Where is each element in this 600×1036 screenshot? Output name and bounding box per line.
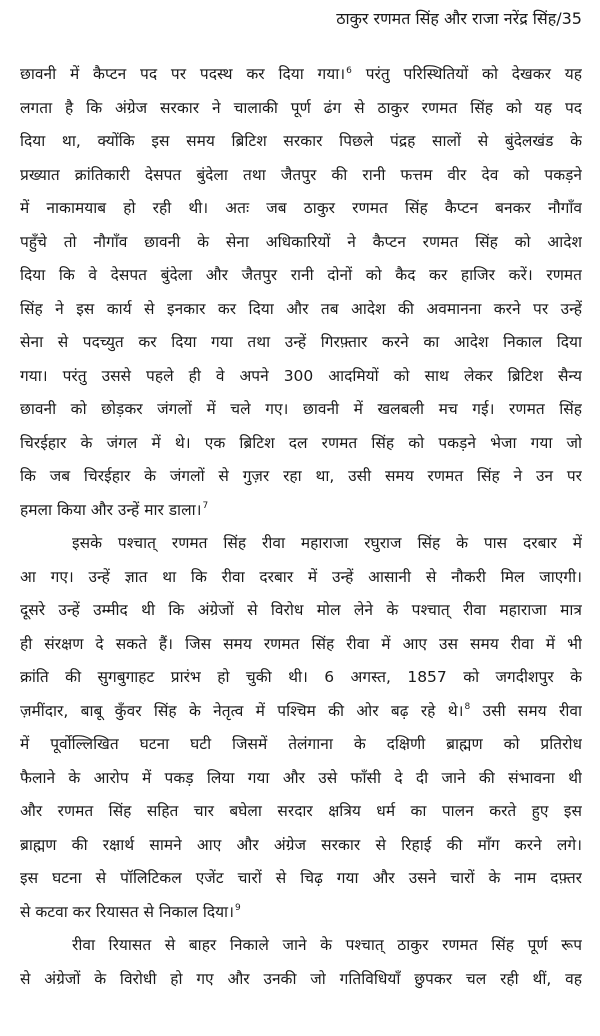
body-text: [20, 58, 582, 996]
footnote-marker: 8: [464, 702, 471, 713]
line-text: ज़मींदार, बाबू कुँवर सिंह के नेतृत्व में पश्चिम की ओर बढ़ रहे थे।: [20, 701, 464, 720]
line-text: दिया कि वे देसपत बुंदेला और जैतपुर रानी दोनों को कैद कर हाजिर करें। रणमत: [20, 266, 582, 284]
text-line: [20, 92, 582, 126]
text-line: [20, 494, 582, 528]
paragraph: [20, 929, 582, 996]
text-line: [20, 896, 582, 930]
line-text: से अंग्रेजों के विरोधी हो गए और उनकी जो गतिविधियाँ छुपकर चल रही थीं, वह: [20, 969, 582, 988]
text-line: [20, 58, 582, 92]
text-line: [20, 929, 582, 963]
text-line: [20, 326, 582, 360]
line-text: इस घटना से पॉलिटिकल एजेंट चारों से चिढ़ गया और उसने चारों के नाम दफ़्तर: [20, 869, 582, 887]
text-line: [20, 393, 582, 427]
text-line: [20, 527, 582, 561]
line-text: ब्राह्मण की रक्षार्थ सामने आए और अंग्रेज सरकार से रिहाई की माँग करने लगे।: [20, 835, 582, 854]
text-line: [20, 594, 582, 628]
text-line: [20, 293, 582, 327]
line-text: ही संरक्षण दे सकते हैं। जिस समय रणमत सिंह रीवा में आए उस समय रीवा में भी: [20, 634, 582, 653]
line-text: दिया था, क्योंकि इस समय ब्रिटिश सरकार पिछले पंद्रह सालों से बुंदेलखंड के: [20, 132, 582, 150]
text-line: [20, 192, 582, 226]
text-line: [20, 661, 582, 695]
line-text: में पूर्वोल्लिखित घटना घटी जिसमें तेलंगाना के दक्षिणी ब्राह्मण को प्रतिरोध: [20, 735, 582, 753]
text-line: [20, 226, 582, 260]
paragraph: [20, 527, 582, 929]
text-line: [20, 159, 582, 193]
line-text: प्रख्यात क्रांतिकारी देसपत बुंदेला तथा जैतपुर की रानी फत्तम वीर देव को पकड़ने: [20, 165, 582, 184]
line-text: चिरईहार के जंगल में थे। एक ब्रिटिश दल रणमत सिंह को पकड़ने भेजा गया जो: [20, 433, 582, 452]
line-text: दूसरे उन्हें उम्मीद थी कि अंग्रेजों से विरोध मोल लेने के पश्चात् रीवा महाराजा मात्र: [20, 601, 582, 619]
footnote-marker: 9: [234, 903, 241, 914]
running-head: ठाकुर रणमत सिंह और राजा नरेंद्र सिंह/35: [336, 9, 582, 28]
line-text: आ गए। उन्हें ज्ञात था कि रीवा दरबार में उन्हें आसानी से नौकरी मिल जाएगी।: [20, 567, 582, 586]
text-line: [20, 628, 582, 662]
text-line: [20, 561, 582, 595]
line-text: छावनी में कैप्टन पद पर पदस्थ कर दिया गया।: [20, 65, 346, 83]
text-line: [20, 259, 582, 293]
line-text: लगता है कि अंग्रेज सरकार ने चालाकी पूर्ण ढंग से ठाकुर रणमत सिंह को यह पद: [20, 98, 582, 117]
paragraph: [20, 58, 582, 527]
line-text: छावनी को छोड़कर जंगलों में चले गए। छावनी में खलबली मच गई। रणमत सिंह: [20, 400, 582, 418]
line-text: में नाकामयाब हो रही थी। अतः जब ठाकुर रणमत सिंह कैप्टन बनकर नौगाँव: [20, 199, 582, 217]
text-line: [20, 695, 582, 729]
text-line: [20, 795, 582, 829]
text-line: [20, 360, 582, 394]
line-text: हमला किया और उन्हें मार डाला।: [20, 500, 202, 519]
line-text: कि जब चिरईहार के जंगलों से गुज़र रहा था, उसी समय रणमत सिंह ने उन पर: [20, 467, 582, 485]
line-text: सेना से पदच्युत कर दिया गया तथा उन्हें गिरफ़्तार करने का आदेश निकाल दिया: [20, 333, 582, 351]
line-text: और रणमत सिंह सहित चार बघेला सरदार क्षत्रिय धर्म का पालन करते हुए इस: [20, 802, 582, 820]
text-line: [20, 427, 582, 461]
footnote-marker: 7: [202, 501, 209, 512]
text-line: [20, 829, 582, 863]
line-text-continued: परंतु परिस्थितियों को देखकर यह: [351, 65, 582, 83]
line-text: रीवा रियासत से बाहर निकाले जाने के पश्चात् ठाकुर रणमत सिंह पूर्ण रूप: [72, 936, 582, 954]
line-text: पहुँचे तो नौगाँव छावनी के सेना अधिकारियों ने कैप्टन रणमत सिंह को आदेश: [20, 232, 582, 251]
line-text: इसके पश्चात् रणमत सिंह रीवा महाराजा रघुराज सिंह के पास दरबार में: [72, 534, 582, 552]
text-line: [20, 963, 582, 997]
line-text: फैलाने के आरोप में पकड़ लिया गया और उसे फाँसी दे दी जाने की संभावना थी: [20, 768, 582, 787]
footnote-marker: 6: [346, 65, 352, 76]
text-line: [20, 862, 582, 896]
text-line: [20, 460, 582, 494]
line-text: क्रांति की सुगबुगाहट प्रारंभ हो चुकी थी। 6 अगस्त, 1857 को जगदीशपुर के: [20, 668, 582, 686]
text-line: [20, 728, 582, 762]
line-text: से कटवा कर रियासत से निकाल दिया।: [20, 902, 234, 921]
text-line: [20, 762, 582, 796]
text-line: [20, 125, 582, 159]
line-text-continued: उसी समय रीवा: [470, 701, 582, 720]
line-text: गया। परंतु उससे पहले ही वे अपने 300 आदमियों को साथ लेकर ब्रिटिश सैन्य: [20, 366, 582, 385]
line-text: सिंह ने इस कार्य से इनकार कर दिया और तब आदेश की अवमानना करने पर उन्हें: [20, 299, 582, 318]
